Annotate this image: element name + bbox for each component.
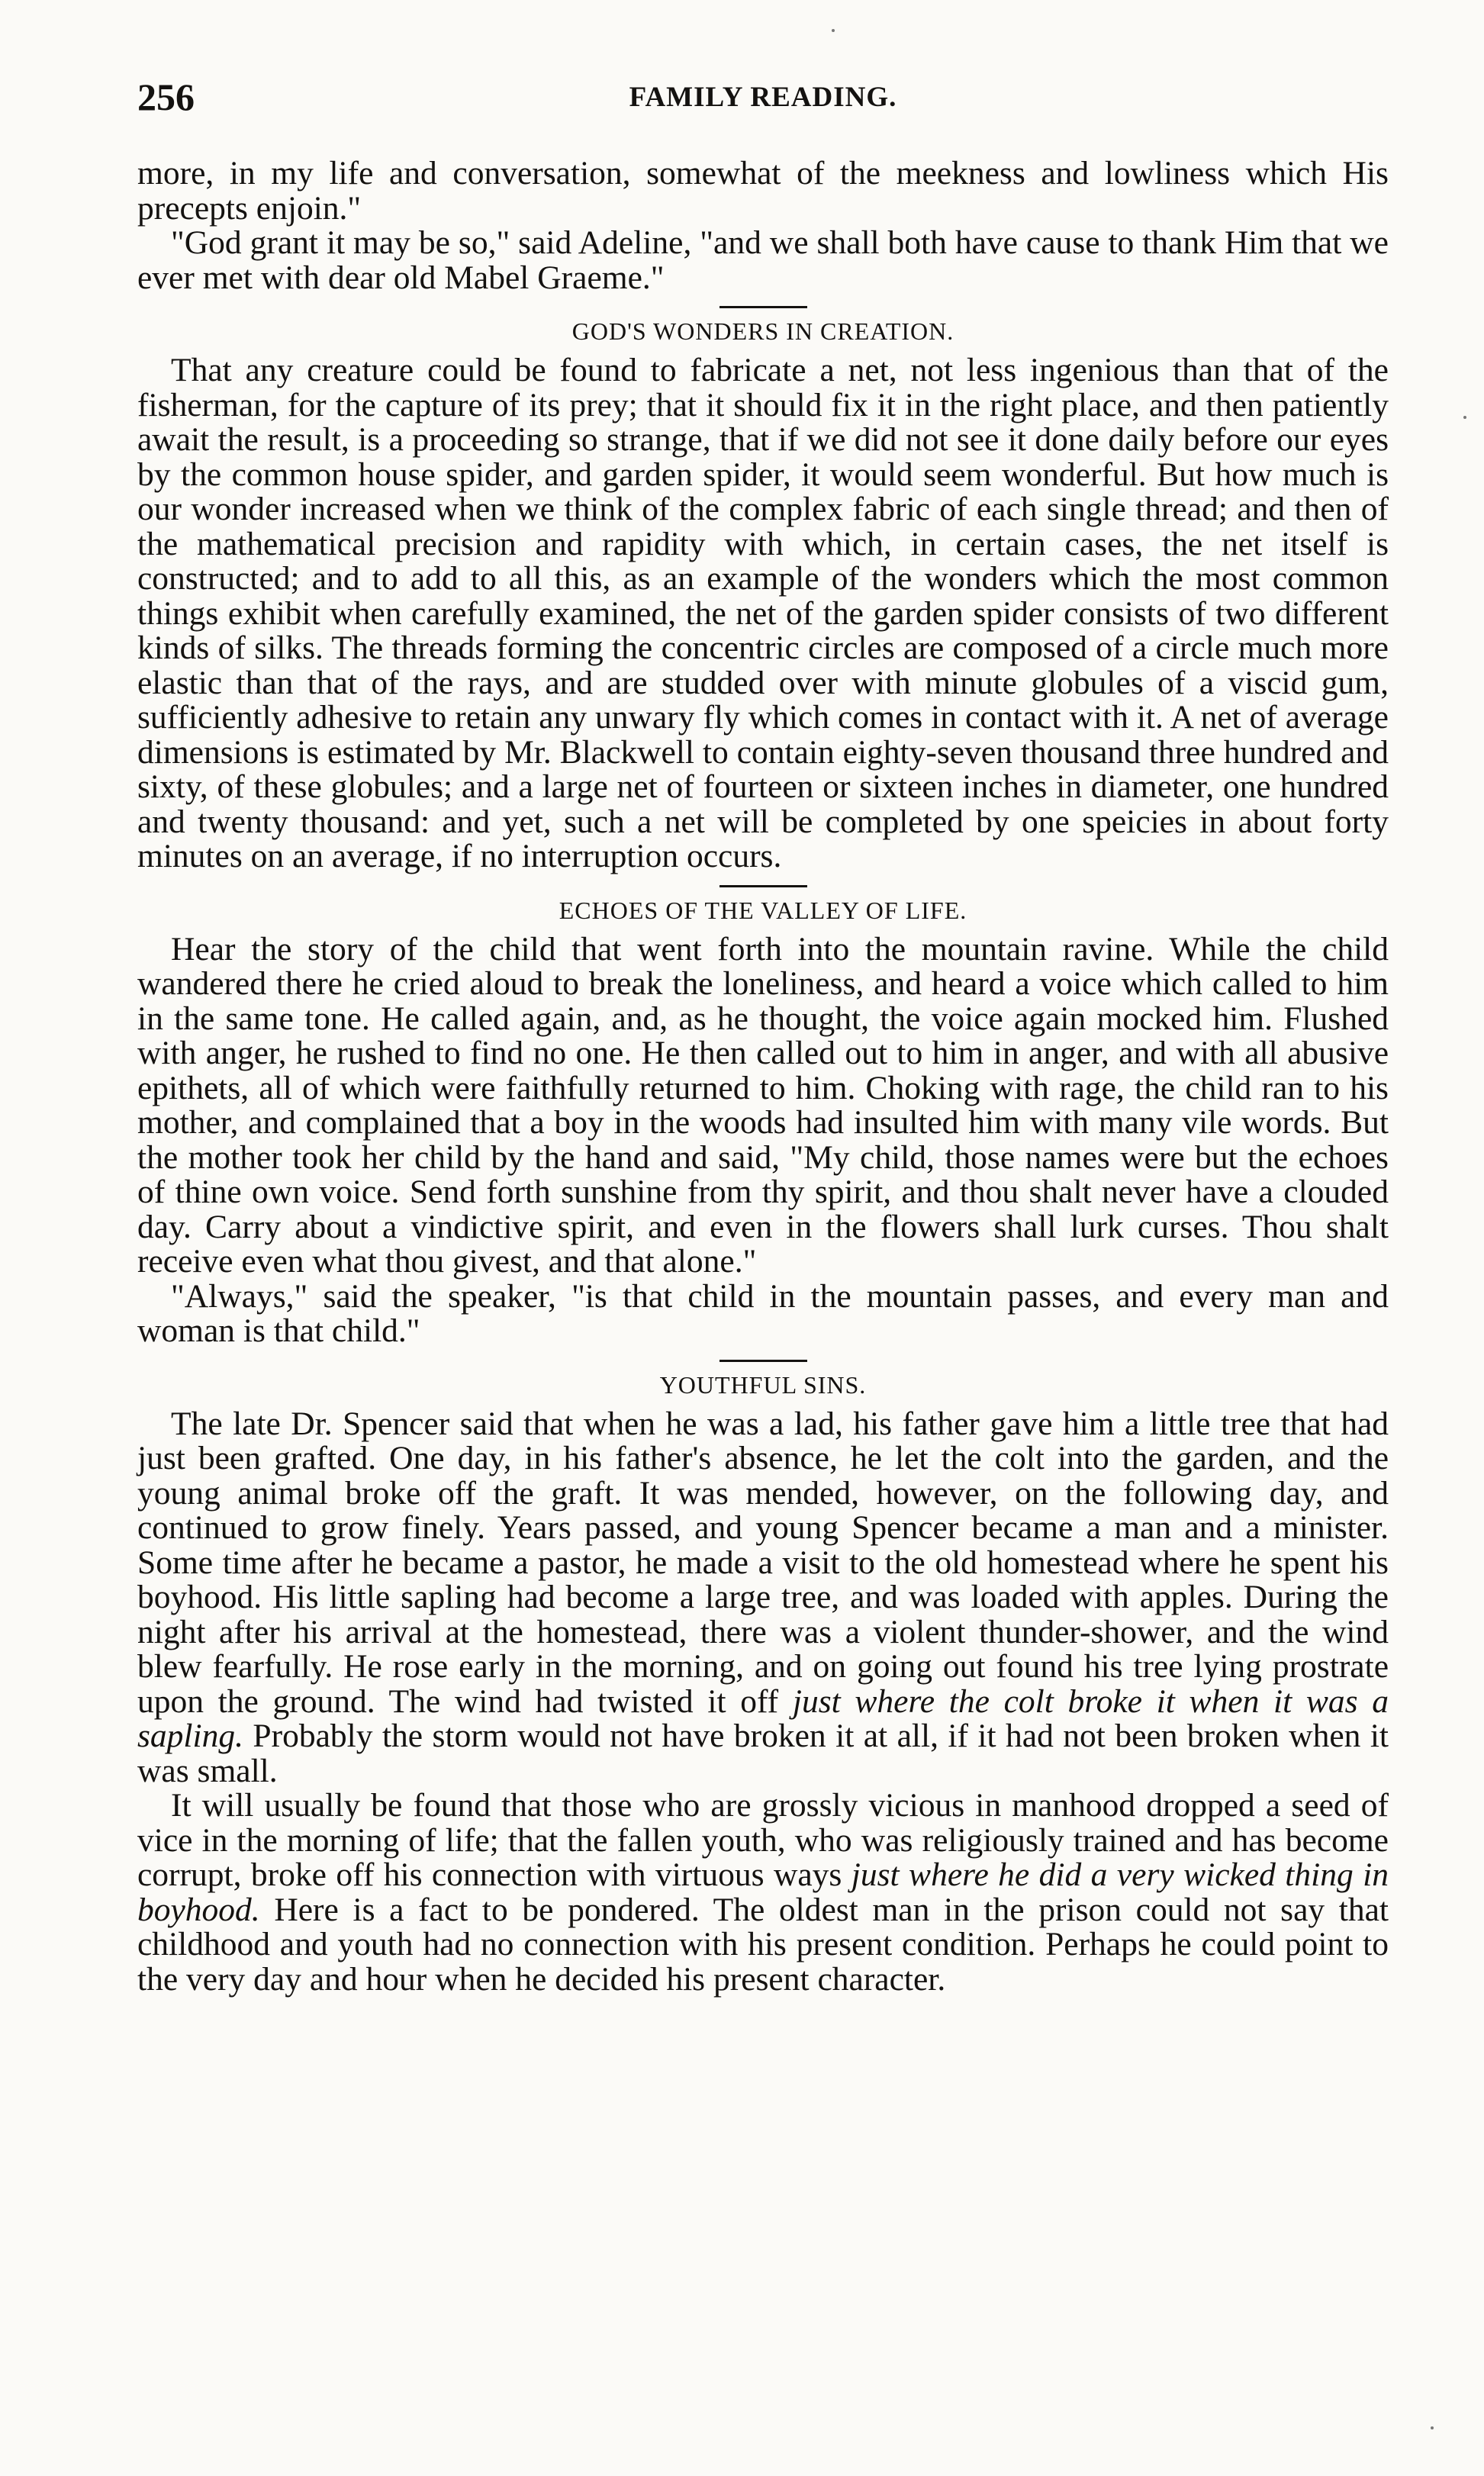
text-run: It will usually be found that those who are grossly vicious in manhood dropped a seed of vice in the morning of life; that the fallen youth, who was religiously trained and has become corrupt, broke off his connection with virtuous ways xyxy=(137,1787,1389,1893)
running-head: FAMILY READING. xyxy=(629,82,897,113)
paper-speck xyxy=(1431,2426,1434,2429)
paper-speck xyxy=(832,29,835,32)
youthful-sins-paragraph-2 xyxy=(137,1789,1389,1997)
section-title-echoes: ECHOES OF THE VALLEY OF LIFE. xyxy=(559,896,967,924)
text-run: The late Dr. Spencer said that when he was a lad, his father gave him a little tree that had just been grafted. One day, in his father's absence, he let the colt into the garden, and the young animal broke off the graft. It was mended, however, on the following day, and continued to grow finely. Years passed, and young Spencer became a man and a minister. Some time after he became a pastor, he made a visit to the old homestead where he spent his boyhood. His little sapling had become a large tree, and was loaded with apples. During the night after his arrival at the homestead, there was a violent thunder-shower, and the wind blew fearfully. He rose early in the morning, and on going out found his tree lying prostrate upon the ground. The wind had twisted it off xyxy=(137,1405,1389,1720)
text-run: Here is a fact to be pondered. The oldest man in the prison could not say that childhood and youth had no connection with his present condition. Perhaps he could point to the very day and hour when he decided his present character. xyxy=(137,1891,1389,1998)
youthful-sins-paragraph-1 xyxy=(137,1407,1389,1789)
italic-emphasis: just where he did a very wicked thing in boyhood. xyxy=(137,1856,1389,1928)
echoes-paragraph-2: "Always," said the speaker, "is that child in the mountain passes, and every man and woman is that child." xyxy=(137,1277,1389,1349)
section-divider xyxy=(719,1360,807,1362)
page-body xyxy=(137,156,1389,1997)
section-title-youthful-sins: YOUTHFUL SINS. xyxy=(659,1370,867,1399)
echoes-paragraph-1: Hear the story of the child that went forth into the mountain ravine. While the child wandered there he cried aloud to break the loneliness, and heard a voice which called to him in the same tone. He called again, and, as he thought, the voice again mocked him. Flushed with anger, he rushed to find no one. He then called out to him in anger, and with all abusive epithets, all of which were faithfully returned to him. Choking with rage, the child ran to his mother, and complained that a boy in the woods had insulted him with many vile words. But the mother took her child by the hand and said, "My child, those names were but the echoes of thine own voice. Send forth sunshine from thy spirit, and thou shalt never have a clouded day. Carry about a vindictive spirit, and even in the flowers shall lurk curses. Thou shalt receive even what thou givest, and that alone." xyxy=(137,930,1389,1280)
section-divider xyxy=(719,885,807,887)
text-run: Probably the storm would not have broken it at all, if it had not been broken when it was small. xyxy=(137,1718,1389,1789)
intro-paragraph-1: more, in my life and conversation, somewhat of the meekness and lowliness which His precepts enjoin." xyxy=(137,155,1389,227)
gods-wonders-paragraph: That any creature could be found to fabricate a net, not less ingenious than that of the fisherman, for the capture of its prey; that it should fix it in the right place, and then patiently await the result, is a proceeding so strange, that if we did not see it done daily before our eyes by the common house spider, and garden spider, it would seem wonderful. But how much is our wonder increased when we think of the complex fabric of each single thread; and then of the mathematical precision and rapidity with which, in certain cases, the net itself is constructed; and to add to all this, as an example of the wonders which the most common things exhibit when carefully examined, the net of the garden spider consists of two different kinds of silks. The threads forming the concentric circles are composed of a circle much more elastic than that of the rays, and are studded over with minute globules of a viscid gum, sufficiently adhesive to retain any unwary fly which comes in contact with it. A net of average dimensions is estimated by Mr. Blackwell to contain eighty-seven thousand three hundred and sixty, of these globules; and a large net of fourteen or sixteen inches in diameter, one hundred and twenty thousand: and yet, such a net will be completed by one speicies in about forty minutes on an average, if no interruption occurs. xyxy=(137,352,1389,874)
section-divider xyxy=(719,306,807,308)
section-title-gods-wonders: GOD'S WONDERS IN CREATION. xyxy=(571,317,954,345)
italic-emphasis: just where the colt broke it when it was a sapling. xyxy=(137,1682,1389,1754)
intro-paragraph-2: "God grant it may be so," said Adeline, "and we shall both have cause to thank Him that we ever met with dear old Mabel Graeme." xyxy=(137,224,1389,296)
paper-speck xyxy=(1463,416,1466,419)
page-number: 256 xyxy=(137,76,195,118)
page-header xyxy=(137,75,1389,128)
